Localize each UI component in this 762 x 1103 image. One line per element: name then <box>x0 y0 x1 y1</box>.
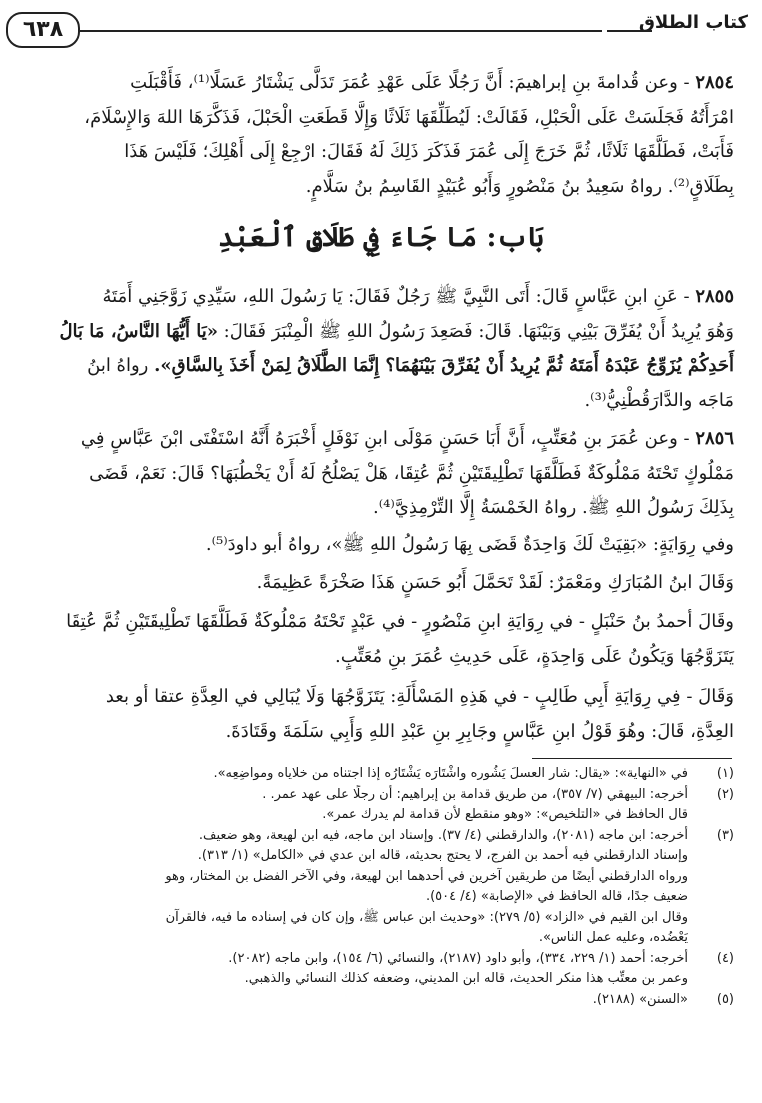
footnote-line: أخرجه: أحمد (١/ ٢٢٩، ٣٣٤)، وأبو داود (٢١٨٧)، والنسائي (٦/ ١٥٤)، وابن ماجه (٢٠٨٢). <box>228 950 688 966</box>
narration-text: وَقَالَ - فِي رِوَايَةِ أَبِي طَالِبٍ - في هَذِهِ المَسْأَلَةِ: يَتَزَوَّجُهَا وَلَا يُبَالِي في العِدَّةِ عتقا أو بعد <box>105 686 734 707</box>
narration-text: يَتَزَوَّجُهَا وَيَكُونُ عَلَى وَاحِدَةٍ، عَلَى حَدِيثِ عُمَرَ بنِ مُعَتِّبٍ. <box>334 645 734 667</box>
footnote <box>24 949 734 990</box>
hadith-line: مَمْلُوكٍ تَحْتَهُ مَمْلُوكَةٌ فَطَلَّقَهَا تَطْلِيقَتَيْنِ ثُمَّ عُتِقَا، هَلْ يَصْلُحُ لَهُ أَنْ يَخْطُبَهَا؟ قَالَ: نَعَمْ، قَضَى <box>89 462 734 484</box>
hadith-line <box>28 315 734 350</box>
footnote-line: وعمر بن معتِّب هذا منكر الحديث، قاله ابن المديني، وضعفه كذلك النسائي والذهبي. <box>244 971 688 986</box>
footnote-number: (٣) <box>716 827 734 843</box>
header-rule <box>70 30 602 32</box>
hadith-text: وَهُوَ يُرِيدُ أَنْ يُفَرِّقَ بَيْنِي وَبَيْنَهَا. قَالَ: فَصَعِدَ رَسُولُ اللهِ ﷺ الْمِنْبَرَ فَقَالَ: <box>217 320 734 342</box>
hadith-number: ٢٨٥٦ <box>695 428 734 449</box>
page-number: ٦٣٨ <box>6 12 80 48</box>
footnote-line: أخرجه: البيهقي (٧/ ٣٥٧)، من طريق قدامة بن إبراهيم: أن رجلًا على عهد عمر. . <box>262 786 688 802</box>
footnote <box>24 785 734 826</box>
hadith-quote: «يَا أَيُّهَا النَّاسُ، مَا بَالُ <box>59 320 218 342</box>
hadith-2856 <box>28 422 734 526</box>
footnote <box>24 764 734 785</box>
footnote <box>24 990 734 1011</box>
hadith-text: - وعن قُدامةَ بنِ إبراهيمَ: أَنَّ رَجُلًا عَلَى عَهْدِ عُمَرَ تَدَلَّى يَشْتَارُ عَسَلًا⁽¹⁾، فَأَقْبَلَتِ <box>130 72 690 93</box>
header-rule-right <box>607 30 652 32</box>
footnote-line: «السنن» (٢١٨٨). <box>592 991 688 1007</box>
narration-2 <box>28 566 734 601</box>
hadith-2854 <box>28 66 734 204</box>
narration-3 <box>28 605 734 674</box>
footnote-line: قال الحافظ في «التلخيص»: «وهو منقطع لأن قدامة لم يدرك عمر». <box>322 807 688 822</box>
hadith-line <box>28 349 734 384</box>
footnote <box>24 826 734 949</box>
chapter-title: بَاب: مَا جَاءَ فِي طَلَاقِ ٱلْعَبْدِ <box>218 222 544 253</box>
footnote-line: وإسناد الدارقطني فيه أحمد بن الفرج، لا يحتج بحديثه، قاله ابن عدي في «الكامل» (١/ ٣١٣). <box>197 848 688 863</box>
hadith-2855 <box>28 280 734 418</box>
footnote-line: يَعْضُده، وعليه عمل الناس». <box>538 930 688 945</box>
hadith-line <box>28 280 734 315</box>
hadith-text: رواهُ ابنُ <box>87 355 155 376</box>
footnote-line: ضعيف جدًا، قاله الحافظ في «الإصابة» (٤/ ٥٠٤). <box>425 889 688 904</box>
hadith-line: فَأَبَتْ، فَطَلَّقَهَا ثَلَاثًا، ثُمَّ خَرَجَ إِلَى عُمَرَ فَذَكَرَ ذَلِكَ لَهُ فَقَالَ: ارْجِعْ إِلَى أَهْلِكَ؛ فَلَيْسَ هَذَا <box>124 141 734 162</box>
hadith-line: مَاجَه والدَّارَقُطْنِيُّ⁽³⁾. <box>584 389 734 411</box>
hadith-line <box>28 66 734 101</box>
hadith-line <box>28 422 734 457</box>
footnote-line: في «النهاية»: «يقال: شار العسلَ يَشُوره واشْتَارَه يَشْتَارُه إذا اجتناه من خلاياه ومواضِعِه». <box>213 766 688 781</box>
hadith-text: - وعن عُمَرَ بنِ مُعَتِّبٍ، أَنَّ أَبَا حَسَنٍ مَوْلَى ابنِ نَوْفَلٍ أَخْبَرَهُ أَنَّهُ اسْتَفْتَى ابْنَ عَبَّاسٍ فِي <box>80 428 690 449</box>
hadith-line: بِذَلِكَ رَسُولُ اللهِ ﷺ. رواهُ الخَمْسَةُ إِلَّا التِّرْمِذِيَّ⁽⁴⁾. <box>372 497 734 518</box>
footnote-line: ورواه الدارقطني أيضًا من طريقين آخرين في أحدهما ابن لهيعة، وفي الآخر الفضل بن المختار، وهو <box>165 868 688 884</box>
footnote-number: (٢) <box>716 786 734 802</box>
footnote-number: (١) <box>716 766 734 781</box>
narration-text: وَقَالَ ابنُ المُبَارَكِ ومَعْمَرٌ: لَقَدْ تَحَمَّلَ أَبُو حَسَنٍ هَذَا صَخْرَةً عَظِيمَةً. <box>256 572 734 593</box>
narration-1 <box>28 528 734 563</box>
hadith-line: امْرَأَتُهُ فَجَلَسَتْ عَلَى الْحَبْلِ، فَقَالَتْ: لَيُطَلِّقَهَا ثَلَاثًا وَإِلَّا قَطَعَتِ الْحَبْلَ، فَذَكَّرَهَا اللهَ وَالإِسْلَامَ، <box>84 106 734 128</box>
footnote-divider <box>532 758 732 759</box>
footnote-number: (٤) <box>716 950 734 966</box>
narration-text: العِدَّةِ، قَالَ: وهُوَ قَوْلُ ابنِ عَبَّاسٍ وجَابِرِ بنِ عَبْدِ اللهِ وَأَبِي سَلَمَةَ وقَتَادَةَ. <box>225 720 734 742</box>
narration-text: وفي رِوَايَةٍ: «بَقِيَتْ لَكَ وَاحِدَةٌ قَضَى بِهَا رَسُولُ اللهِ ﷺ»، رواهُ أبو داودَ⁽⁵⁾. <box>205 534 734 555</box>
hadith-text: - عَنِ ابنِ عَبَّاسٍ قَالَ: أَتَى النَّبِيَّ ﷺ رَجُلٌ فَقَالَ: يَا رَسُولَ اللهِ، سَيِّدِي زَوَّجَنِي أَمَتَهُ <box>102 286 690 307</box>
hadith-line: بِطَلَاقٍ⁽²⁾. رواهُ سَعِيدُ بنُ مَنْصُورٍ وَأَبُو عُبَيْدٍ القَاسِمُ بنُ سَلَّامٍ. <box>305 175 734 197</box>
hadith-quote: أَحَدِكُمْ يُزَوِّجُ عَبْدَهُ أَمَتَهُ ثُمَّ يُرِيدُ أَنْ يُفَرِّقَ بَيْنَهُمَا؟ إِنَّمَا الطَّلَاقُ لِمَنْ أَخَذَ بِالسَّاقِ». <box>154 355 734 376</box>
footnote-line: وقال ابن القيم في «الزاد» (٥/ ٢٧٩): «وحديث ابن عباس ﷺ، وإن كان في إسناده ما فيه، فالقرآن <box>165 909 688 925</box>
narration-text: وقَالَ أحمدُ بنُ حَنْبَلٍ - في رِوَايَةِ ابنِ مَنْصُورٍ - في عَبْدٍ تَحْتَهُ مَمْلُوكَةٌ فَطَلَّقَهَا تَطْلِيقَتَيْنِ ثُمَّ عُتِقَا <box>66 611 734 632</box>
book-title: كتاب الطلاق <box>638 12 748 33</box>
footnotes <box>24 764 734 1010</box>
page-header <box>10 10 752 50</box>
footnote-line: أخرجه: ابن ماجه (٢٠٨١)، والدارقطني (٤/ ٣٧). وإسناد ابن ماجه، فيه ابن لهيعة، وهو ضعيف. <box>198 827 688 843</box>
hadith-number: ٢٨٥٥ <box>695 286 734 307</box>
hadith-number: ٢٨٥٤ <box>695 72 734 93</box>
footnote-number: (٥) <box>716 991 734 1007</box>
narration-4 <box>28 680 734 749</box>
